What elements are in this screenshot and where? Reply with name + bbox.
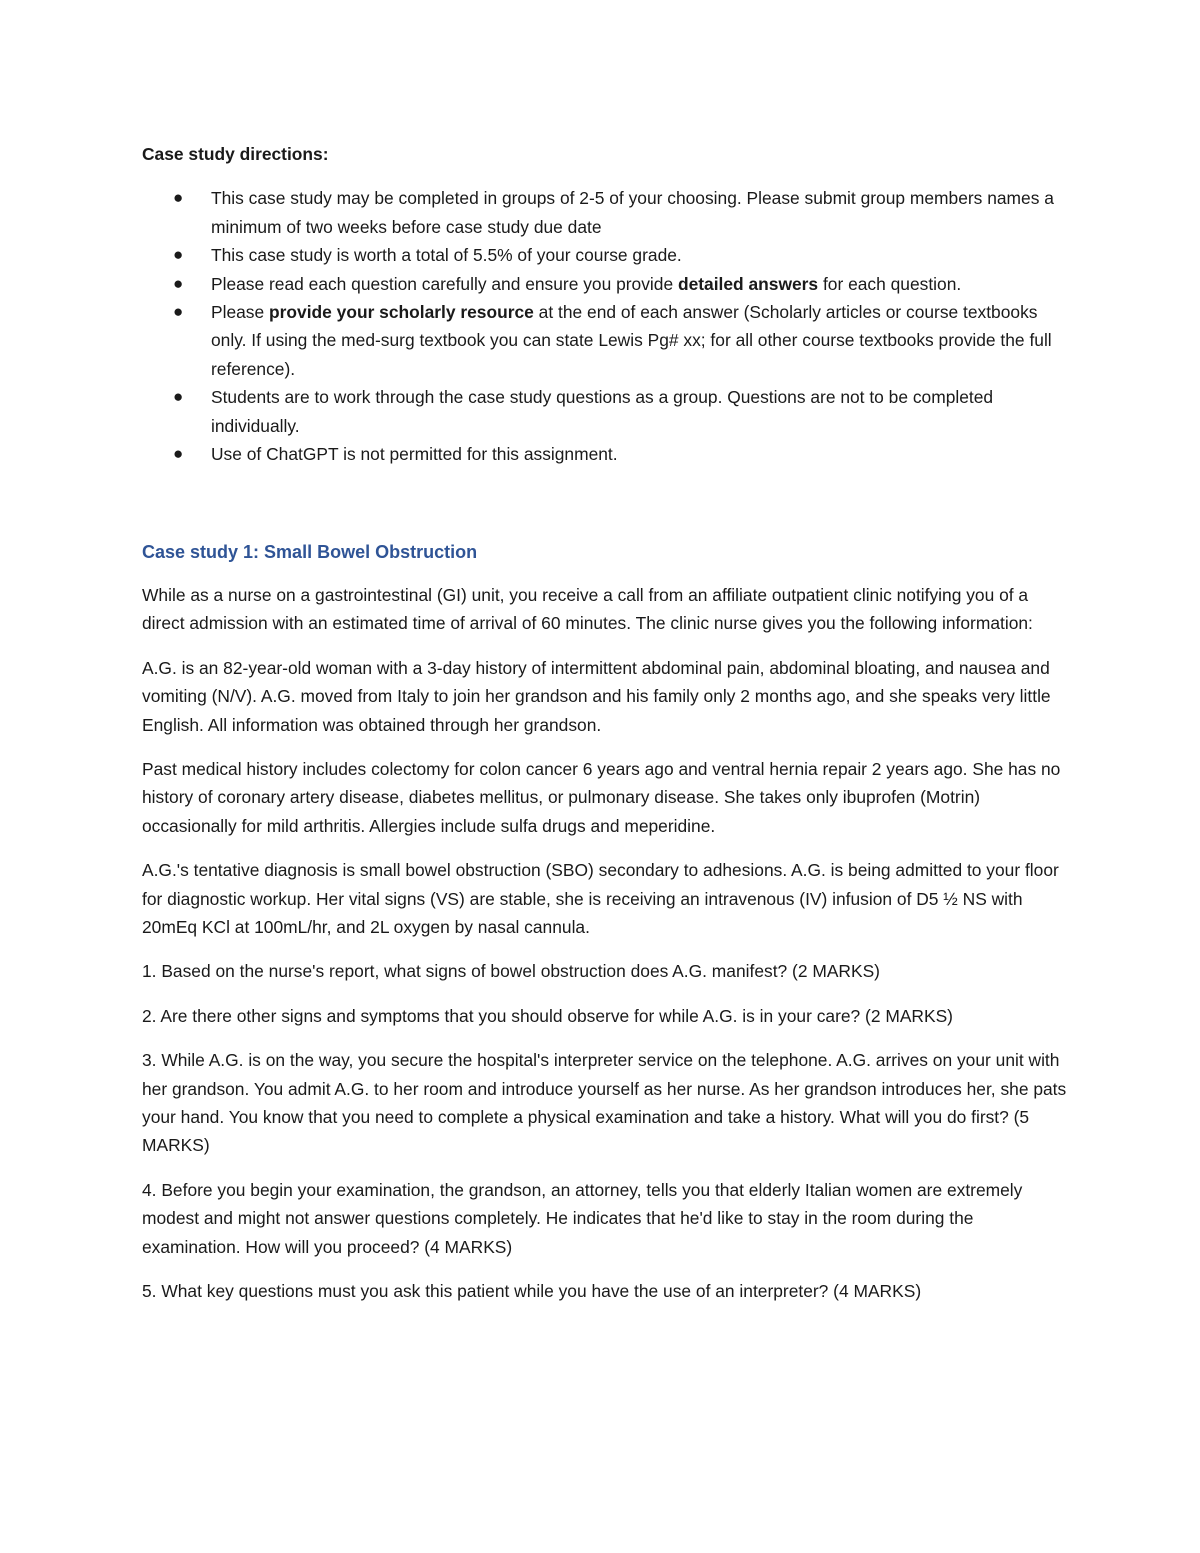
directions-item: ● This case study is worth a total of 5.5% of your course grade. <box>142 241 1072 269</box>
directions-list <box>142 184 1072 468</box>
bullet-icon: ● <box>173 188 184 208</box>
directions-heading: Case study directions: <box>142 144 329 164</box>
bold-emphasis: provide your scholarly resource <box>269 302 534 323</box>
bullet-icon: ● <box>173 273 184 293</box>
bullet-icon: ● <box>173 302 184 322</box>
bold-emphasis: detailed answers <box>677 273 819 294</box>
case-study-heading: Case study 1: Small Bowel Obstruction <box>142 542 478 563</box>
bullet-icon: ● <box>173 387 184 407</box>
bullet-icon: ● <box>173 444 184 464</box>
question-1: 1. Based on the nurse's report, what signs of bowel obstruction does A.G. manifest? (2 MARKS) <box>142 961 880 982</box>
question-3: 3. While A.G. is on the way, you secure the hospital's interpreter service on the telephone. A.G. arrives on your unit with her grandson. You admit A.G. to her room and introduce yourself as her nurse. As her grandson introduces her, she pats your hand. You know that you need to complete a physical examination and take a history. What will you do first? (5 MARKS) <box>142 1050 1067 1156</box>
document-content <box>142 140 1072 1321</box>
patient-history-paragraph: A.G. is an 82-year-old woman with a 3-day history of intermittent abdominal pain, abdominal bloating, and nausea and vomiting (N/V). A.G. moved from Italy to join her grandson and his family only 2 months ago, and she speaks very little English. All information was obtained through her grandson. <box>142 657 1051 735</box>
question-4: 4. Before you begin your examination, the grandson, an attorney, tells you that elderly Italian women are extremely modest and might not answer questions completely. He indicates that he'd like to stay in the room during the examination. How will you proceed? (4 MARKS) <box>142 1179 1023 1257</box>
bullet-icon: ● <box>173 245 184 265</box>
directions-item: ● Use of ChatGPT is not permitted for this assignment. <box>142 440 1072 468</box>
directions-item: ● Please read each question carefully and ensure you provide detailed answers for each question. <box>142 270 1072 298</box>
medical-history-paragraph: Past medical history includes colectomy for colon cancer 6 years ago and ventral hernia repair 2 years ago. She has no history of coronary artery disease, diabetes mellitus, or pulmonary disease. She takes only ibuprofen (Motrin) occasionally for mild arthritis. Allergies include sulfa drugs and meperidine. <box>142 758 1061 836</box>
diagnosis-paragraph: A.G.'s tentative diagnosis is small bowel obstruction (SBO) secondary to adhesions. A.G. is being admitted to your floor for diagnostic workup. Her vital signs (VS) are stable, she is receiving an intravenous (IV) infusion of D5 ½ NS with 20mEq KCl at 100mL/hr, and 2L oxygen by nasal cannula. <box>142 860 1059 937</box>
question-2: 2. Are there other signs and symptoms that you should observe for while A.G. is in your care? (2 MARKS) <box>142 1005 953 1026</box>
question-5: 5. What key questions must you ask this patient while you have the use of an interpreter? (4 MARKS) <box>142 1281 922 1301</box>
directions-item: ● Students are to work through the case study questions as a group. Questions are not to be completed individually. <box>142 383 1072 440</box>
directions-item: ● This case study may be completed in groups of 2-5 of your choosing. Please submit group members names a minimum of two weeks before case study due date <box>142 184 1072 241</box>
case-intro-paragraph: While as a nurse on a gastrointestinal (GI) unit, you receive a call from an affiliate outpatient clinic notifying you of a direct admission with an estimated time of arrival of 60 minutes. The clinic nurse gives you the following information: <box>142 584 1033 634</box>
directions-item: ● Please provide your scholarly resource at the end of each answer (Scholarly articles or course textbooks only. If using the med-surg textbook you can state Lewis Pg# xx; for all other course textbooks provide the full reference). <box>142 298 1072 383</box>
